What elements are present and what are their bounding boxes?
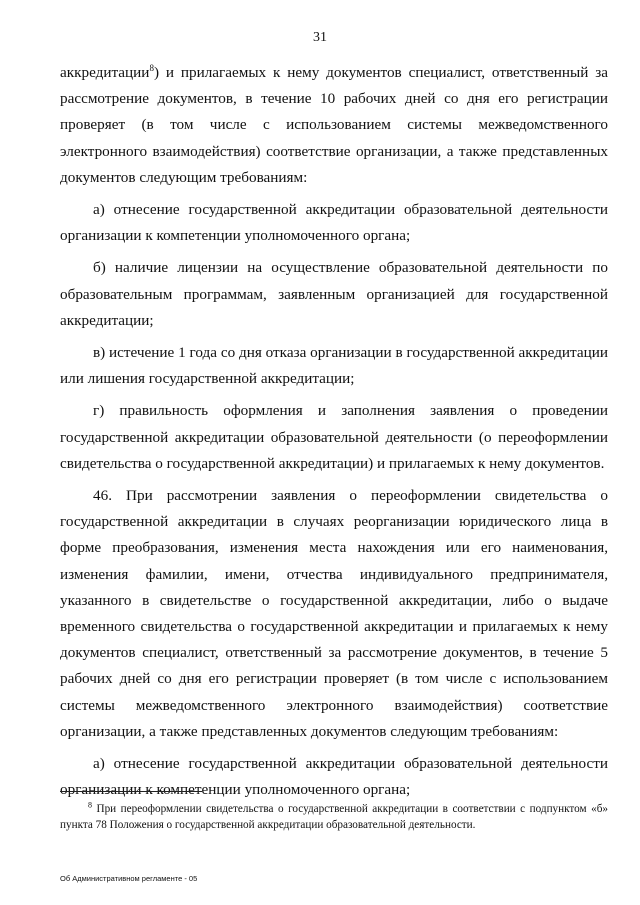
page-number: 31 xyxy=(313,30,327,45)
footnote-mark: 8 xyxy=(88,800,92,810)
paragraph-continuation xyxy=(60,60,608,191)
paragraph-text: ) и прилагаемых к нему документов специалист, ответственный за рассмотрение документов, в течение 10 рабочих дней со дня его регистрации проверяет (в том числе с использованием системы межведомственного электронного взаимодействия) соответствие организации, а также представленных документов следующим требованиям: xyxy=(60,64,608,186)
footnote-separator xyxy=(60,791,202,792)
footnote-reference: 8 xyxy=(149,62,154,73)
footnote xyxy=(60,802,608,834)
paragraph-item-g: г) правильность оформления и заполнения заявления о проведении государственной аккредитации образовательной деятельности (о переоформлении свидетельства о государственной аккредитации) и прилагаемых к нему документов. xyxy=(60,402,608,472)
paragraph-section-46: 46. При рассмотрении заявления о переоформлении свидетельства о государственной аккредитации в случаях реорганизации юридического лица в форме преобразования, изменения места нахождения или его наименования, изменения фамилии, имени, отчества индивидуального предпринимателя, указанного в свидетельстве о государственной аккредитации, либо о выдаче временного свидетельства о государственной аккредитации и прилагаемых к нему документов специалист, ответственный за рассмотрение документов, в течение 5 рабочих дней со дня его регистрации проверяет (в том числе с использованием системы межведомственного электронного взаимодействия) соответствие организации, а также представленных документов следующим требованиям: xyxy=(60,487,608,740)
document-footer: Об Административном регламенте - 05 xyxy=(60,874,198,883)
paragraph-item-b: б) наличие лицензии на осуществление образовательной деятельности по образовательным программам, заявленным организацией для государственной аккредитации; xyxy=(60,259,608,329)
paragraph-item-a-46: а) отнесение государственной аккредитации образовательной деятельности организации к компетенции уполномоченного органа; xyxy=(60,755,608,799)
paragraph-item-a: а) отнесение государственной аккредитации образовательной деятельности организации к компетенции уполномоченного органа; xyxy=(60,201,608,245)
footnote-text: При переоформлении свидетельства о государственной аккредитации в соответствии с подпунктом «б» пункта 78 Положения о государственной аккредитации образовательной деятельности. xyxy=(60,803,609,831)
paragraph-item-v: в) истечение 1 года со дня отказа организации в государственной аккредитации или лишения государственной аккредитации; xyxy=(60,344,608,388)
body-text xyxy=(60,60,608,809)
paragraph-text: аккредитации xyxy=(60,64,150,81)
